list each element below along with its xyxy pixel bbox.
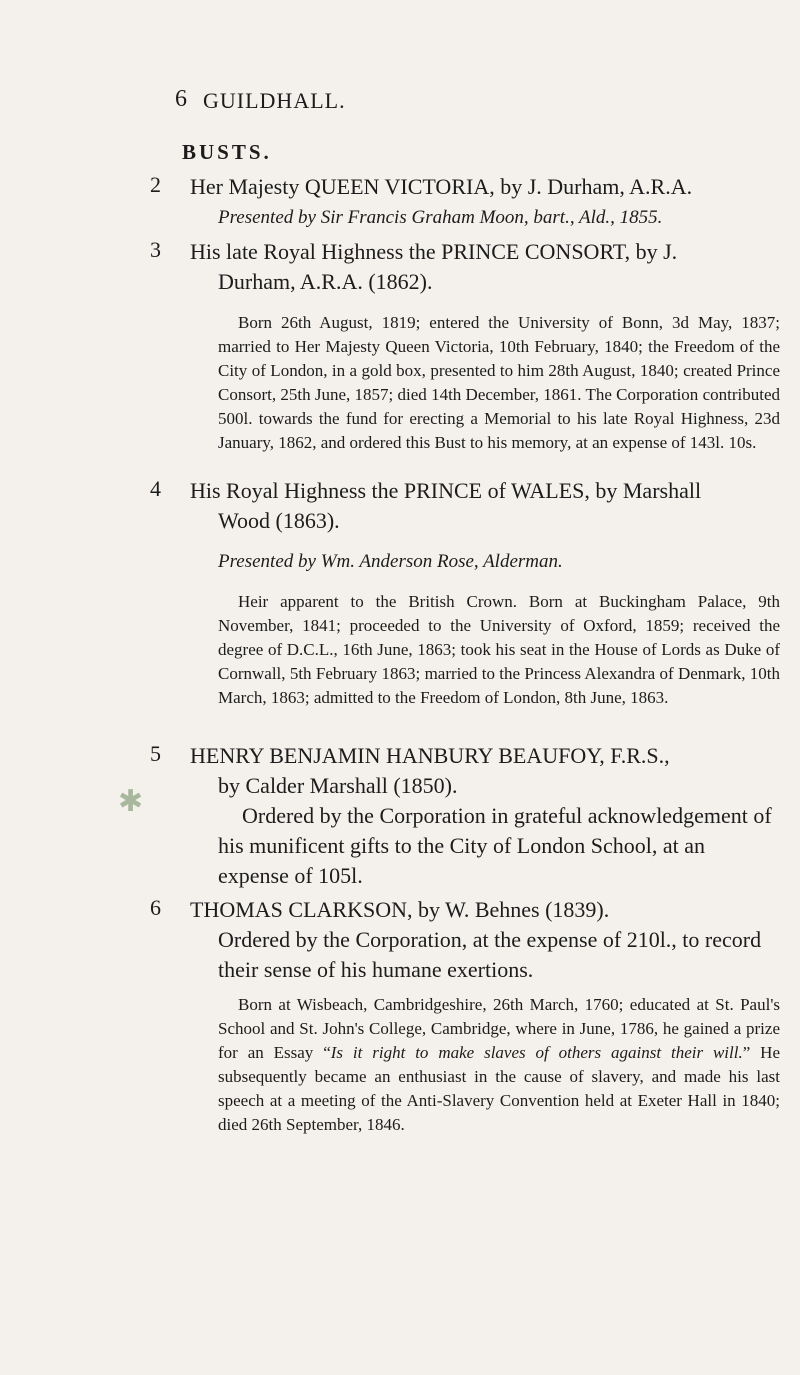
entry-number: 2 [150, 172, 161, 197]
entry-biography: Born 26th August, 1819; entered the University of Bonn, 3d May, 1837; married to Her Majesty Queen Victoria, 10th February, 1840; the Freedom of the City of London, in a gold box, presented to him 28th August, 1840; created Prince Consort, 25th June, 1857; died 14th December, 1861. The Corporation contributed 500l. towards the fund for erecting a Memorial to his late Royal Highness, 23d January, 1862, and ordered this Bust to his memory, at an expense of 143l. 10s. [218, 313, 780, 452]
entry-heading-line-1: His late Royal Highness the PRINCE CONSORT, by J. [190, 239, 678, 264]
bio-text-2: ” He subsequently became an enthusiast in the cause of slavery, and made his last speech at a meeting of the Anti-Slavery Convention held at Exeter Hall in 1840; died 26th September, 1846. [218, 1043, 780, 1134]
entry-credit: Presented by Sir Francis Graham Moon, bart., Ald., 1855. [218, 207, 663, 228]
entry-heading: Her Majesty QUEEN VICTORIA, by J. Durham, A.R.A. [190, 174, 693, 199]
entry-heading-line-2: Durham, A.R.A. (1862). [218, 269, 433, 294]
entry-biography [218, 993, 780, 1137]
entry-heading-line-1: HENRY BENJAMIN HANBURY BEAUFOY, F.R.S., [190, 743, 670, 768]
page-stain: ✱ [118, 785, 144, 818]
entry-2 [150, 172, 780, 232]
section-title: BUSTS. [182, 140, 272, 164]
entry-4 [150, 476, 780, 710]
entry-heading-line-2: Wood (1863). [218, 508, 340, 533]
entry-heading [190, 741, 780, 801]
entry-heading-line-1: His Royal Highness the PRINCE of WALES, by Marshall [190, 478, 702, 503]
entry-heading-line-2: by Calder Marshall (1850). [218, 773, 458, 798]
entry-heading [190, 237, 780, 297]
entry-3 [150, 237, 780, 455]
entry-number: 5 [150, 741, 161, 766]
entry-number: 6 [150, 895, 161, 920]
running-title: GUILDHALL. [203, 88, 346, 113]
entry-number: 3 [150, 237, 161, 262]
entry-heading: THOMAS CLARKSON, by W. Behnes (1839). [190, 897, 610, 922]
entry-heading [190, 476, 780, 536]
entry-order-note: Ordered by the Corporation in grateful acknowledgement of his munificent gifts to the City of London School, at an expense of 105l. [218, 803, 772, 888]
entry-5 [150, 741, 780, 891]
entry-number: 4 [150, 476, 161, 501]
page-header [175, 86, 775, 120]
bio-essay-title: Is it right to make slaves of others against their will. [330, 1043, 743, 1062]
entry-biography: Heir apparent to the British Crown. Born at Buckingham Palace, 9th November, 1841; proceeded to the University of Oxford, 1859; received the degree of D.C.L., 16th June, 1863; took his seat in the House of Lords as Duke of Cornwall, 5th February 1863; married to the Princess Alexandra of Denmark, 10th March, 1863; admitted to the Freedom of London, 8th June, 1863. [218, 592, 780, 707]
bio-text-1: Born at Wisbeach, Cambridgeshire, 26th March, 1760; educated at St. Paul's School and St. John's College, Cambridge, where in June, 1786, he gained a prize for an Essay “ [218, 995, 780, 1062]
entry-6 [150, 895, 780, 1137]
page-number: 6 [175, 86, 187, 112]
entry-credit: Presented by Wm. Anderson Rose, Alderman. [218, 551, 563, 572]
entry-order-note: Ordered by the Corporation, at the expense of 210l., to record their sense of his humane exertions. [218, 927, 762, 982]
